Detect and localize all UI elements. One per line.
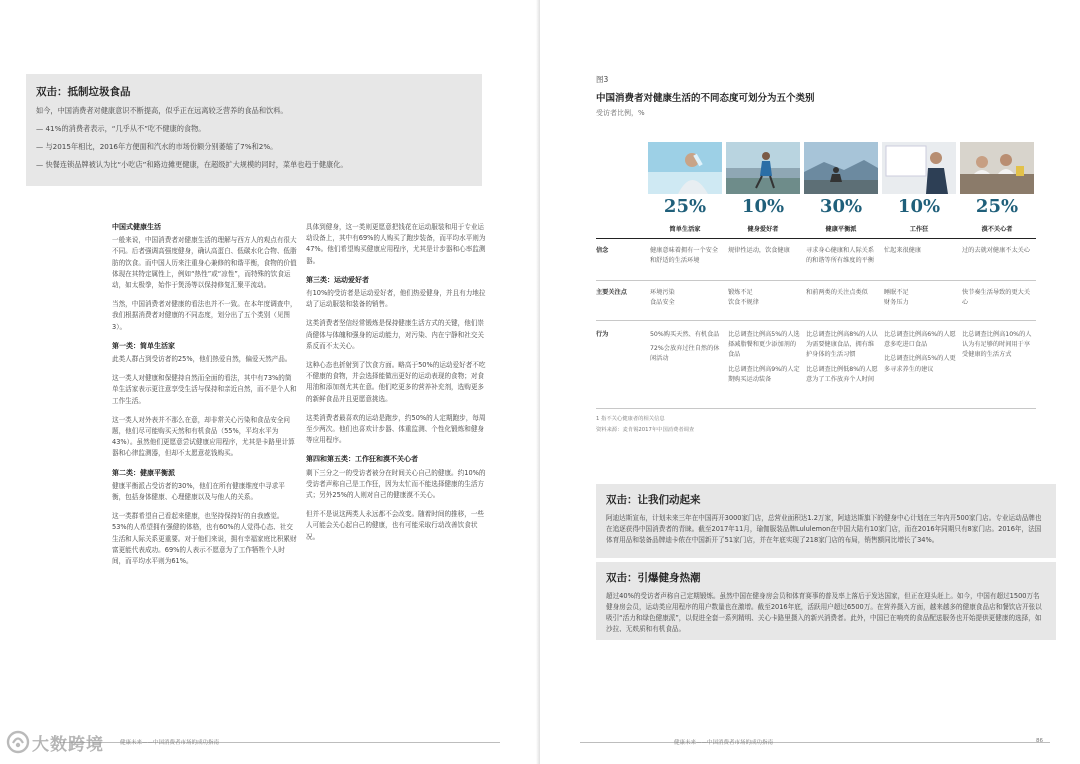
paragraph: 有10%的受访者是运动爱好者，他们热爱健身，并且有力地拉动了运动服装和装备的销售。 — [306, 289, 486, 309]
paragraph: 具体到健身，这一类则更愿意把钱花在运动服装和用于专业运动设备上，其中有69%的人购买了跑步装备，而平均水平则为47%。他们希望购买健康应用程序，尤其是计步器和心率监测器。 — [306, 223, 486, 265]
table-row-rule — [596, 280, 1036, 281]
callout-line: — 快餐连锁品牌被认为比“小吃店”和路边摊更健康，在超级扩大规模的同时，菜单也趋于健康化。 — [36, 160, 348, 169]
section-heading: 第二类：健康平衡派 — [112, 468, 175, 477]
left-column-1 — [112, 222, 298, 575]
cell-focus: 快节奏生活导致的更大关心 — [962, 289, 1031, 307]
people-on-sofa-photo — [960, 142, 1034, 194]
cell-focus: 睡眠不足 财务压力 — [884, 289, 909, 307]
paragraph: 剩下三分之一的受访者被分在时间关心自己的健康。约10%的受访者声称自己是工作狂，因为太忙而不能选择健康的生活方式；另外25%的人则对自己的健康漠不关心。 — [306, 468, 486, 500]
segment-name: 漠不关心者 — [981, 226, 1013, 233]
photo-indifferent — [960, 142, 1034, 194]
right-page — [540, 0, 1080, 764]
callout-line: — 与2015年相比，2016年方便面和汽水的市场份额分别萎缩了7%和2%。 — [36, 142, 278, 151]
percent-balancer: 30% — [819, 196, 863, 217]
figure-footnote: 1 指不关心健康者的相关信息 — [596, 416, 665, 422]
photo-simple-lifer — [648, 142, 722, 194]
segment-photos — [648, 142, 1034, 194]
paragraph: 当然，中国消费者对健康的看法也并不一致。在本年度调查中，我们根据消费者对健康的不同态度，划分出了五个类别（见图3）。 — [112, 300, 297, 331]
behavior-item: 比总调查比例高5%的人更多寻求养生的建议 — [884, 355, 956, 373]
cell-belief: 规律性运动，饮食健康 — [728, 247, 790, 254]
left-column-2 — [306, 222, 488, 551]
behavior-item: 比总调查比例高8%的人认为需要健康食品，拥有维护身体的生活习惯 — [806, 331, 878, 359]
runner-photo — [726, 142, 800, 194]
paragraph: 这类消费者最喜欢的运动是跑步，约50%的人定期跑步，每周至少两次。他们也喜欢计步器、体重监测、个性化锻炼和健身等应用程序。 — [306, 413, 486, 445]
segment-name: 简单生活家 — [669, 226, 701, 233]
behavior-item: 比总调查比例低8%的人愿意为了工作放弃个人时间 — [806, 365, 878, 383]
cell-belief: 忙起来很健康 — [884, 247, 922, 254]
paragraph: 健康平衡派占受访者的30%，他们在所有健康维度中寻求平衡，包括身体健康、心理健康以及与他人的关系。 — [112, 481, 285, 502]
cell-behavior — [806, 330, 878, 389]
paragraph: 此类人群占到受访者的25%，他们热爱自然，偏爱天然产品。 — [112, 355, 292, 364]
callout-line: 如今，中国消费者对健康意识不断提高，似乎正在远离较乏营养的食品和饮料。 — [36, 106, 288, 115]
percent-indifferent: 25% — [975, 196, 1019, 217]
callout-junk-food — [26, 74, 482, 186]
table-top-rule — [596, 238, 1036, 239]
callout-text: 超过40%的受访者声称自己定期锻炼。虽然中国在健身房会员和体育赛事的普及率上落后于发达国家，但正在迎头赶上。如今，中国有超过1500万名健身房会员，运动类应用程序的用户数量也在激增。截至2016年底，活跃用户超过6500万。在营养摄入方面，越来越多的健康食品店和餐饮店开张以吸引“活力和绿色健康派”，以促进全套一系列精明、关心卡路里摄入的新兴消费者。此外，中国已在响亮的食品配送服务也开始提供更健康的选择，如沙拉、无麸质和有机食品。 — [606, 592, 1042, 633]
callout-title: 双击：引爆健身热潮 — [606, 572, 701, 584]
paragraph: 这种心态也折射到了饮食方面。略高于50%的运动爱好者不吃不健康的食物，并会选择能做出更好的运动表现的食物；对食用油和添加剂尤其在意。他们吃更多的营养补充剂，选购更多的新鲜食品并且更愿意挑选。 — [306, 361, 486, 403]
cell-behavior — [962, 330, 1034, 365]
watermark — [6, 728, 104, 756]
cell-belief: 过的去就对健康不太关心 — [962, 247, 1031, 254]
callout-text: 阿迪达斯宣布，计划未来三年在中国再开3000家门店，总营业面积达1.2万家，阿迪达斯旗下的健身中心计划在三年内开500家门店。专业运动品牌也在追逐获得中国消费者的青睐。截至2017年11月，瑜伽服装品牌Lululemon在中国大陆有10家门店，而在2016年同期只有8家门店。2016年，法国体育用品和装备品牌迪卡侬在中国新开了51家门店，并在年底实现了218家门店的布局，销售额同比增长了34%。 — [606, 514, 1042, 544]
figure-subtitle: 受访者比例，% — [596, 109, 645, 117]
figure-label: 图3 — [596, 75, 609, 84]
behavior-item: 比总调查比例高10%的人认为有足够的时间用于享受健康的生活方式 — [962, 331, 1032, 359]
callout-title: 双击：让我们动起来 — [606, 494, 701, 506]
row-label-behavior: 行为 — [596, 331, 609, 338]
percent-fitness-lover: 10% — [741, 196, 785, 217]
right-footer: 健康未来——中国消费者市场的成功指南 — [674, 740, 774, 746]
cell-focus: 和前两类的关注点类似 — [806, 289, 868, 296]
segment-name: 工作狂 — [909, 226, 929, 233]
callout-line: — 41%的消费者表示，“几乎从不”吃不健康的食物。 — [36, 124, 206, 133]
photo-fitness-lover — [726, 142, 800, 194]
section-heading: 中国式健康生活 — [112, 223, 161, 231]
footer-rule — [580, 742, 1050, 743]
figure-source: 资料来源：麦肯锡2017年中国消费者调查 — [596, 427, 695, 433]
section-heading: 第一类：简单生活家 — [112, 341, 175, 350]
table-row-rule — [596, 320, 1036, 321]
cell-behavior — [884, 330, 956, 379]
section-heading: 第四和第五类：工作狂和漠不关心者 — [306, 455, 418, 464]
behavior-item: 72%会放弃过往自然的休闲活动 — [650, 345, 720, 363]
segment-percentages — [648, 196, 1034, 224]
behavior-item: 比总调查比例高9%的人定期购买运动装备 — [728, 365, 800, 383]
behavior-item: 比总调查比例高5%的人选择减脂餐和更少添加剂的食品 — [728, 331, 800, 359]
row-label-focus: 主要关注点 — [596, 289, 627, 296]
paragraph: 这一类群希望自己看起来健康，也坚持保持好的自我感觉。53%的人希望拥有强健的体格，也有60%的人觉得心态、社交生活和人际关系更重要。对于他们来说，拥有幸福家庭比积累财富更能代表成功。69%的人表示不愿意为了工作牺牲个人时间，而平均水平则为61%。 — [112, 512, 297, 566]
cell-behavior — [728, 330, 800, 389]
paragraph: 但并不是说这两类人永远都不会改变。随着时间的推移，一些人可能会关心起自己的健康，也有可能采取行动改善饮食状况。 — [306, 510, 485, 541]
photo-balancer — [804, 142, 878, 194]
watermark-text: 大数跨境 — [32, 734, 104, 755]
percent-simple-lifer: 25% — [663, 196, 707, 217]
office-worker-photo — [882, 142, 956, 194]
behavior-item: 50%购买天然、有机食品 — [650, 331, 720, 338]
watermark-logo-icon — [6, 730, 30, 754]
paragraph: 这一类人对健康和保健持自然而全面的看法，其中有73%的简单生活家表示更注意享受生活与保持和亲近自然，而不是个人和工作生活。 — [112, 374, 297, 405]
meditation-photo — [804, 142, 878, 194]
callout-get-moving — [596, 484, 1056, 558]
paragraph: 这一类人对外表并不那么在意，却非常关心污染和食品安全问题，他们尽可能购买天然和有机食品（55%，平均水平为43%）。虽然他们更愿意尝试健康应用程序，尤其是卡路里计算器和心律监测器，但却不太愿意花钱购买。 — [112, 415, 295, 458]
cell-focus: 锻炼不足 饮食不规律 — [728, 289, 759, 307]
callout-title: 双击：抵制垃圾食品 — [36, 86, 131, 98]
page-number: 86 — [1036, 738, 1043, 744]
section-heading: 第三类：运动爱好者 — [306, 275, 369, 284]
percent-workaholic: 10% — [897, 196, 941, 217]
callout-fitness-craze — [596, 562, 1056, 640]
segment-names — [648, 224, 1034, 236]
woman-drinking-water-photo — [648, 142, 722, 194]
cell-behavior — [650, 330, 722, 369]
cell-belief: 寻求身心健康和人际关系的和谐等所有维度的平衡 — [806, 247, 875, 265]
figure-title: 中国消费者对健康生活的不同态度可划分为五个类别 — [596, 93, 815, 104]
photo-workaholic — [882, 142, 956, 194]
paragraph: 这类消费者坚信经常锻炼是保持健康生活方式的关键，他们崇尚健体与体魄和强身的运动能力，对污染、内在宁静和社交关系反而不太关心。 — [306, 319, 485, 350]
behavior-item: 比总调查比例高6%的人愿意多吃进口食品 — [884, 331, 956, 349]
left-footer: 健康未来——中国消费者市场的成功指南 — [120, 740, 220, 746]
cell-focus: 环境污染 食品安全 — [650, 289, 675, 307]
table-bottom-rule — [596, 408, 1036, 409]
segment-name: 健身爱好者 — [747, 226, 779, 233]
cell-belief: 健康意味着拥有一个安全和舒适的生活环境 — [650, 247, 719, 265]
paragraph: 一般来说，中国消费者对健康生活的理解与西方人的观点有很大不同。后者强调高强度健身，确认高蛋白、低碳水化合物、低脂肪的饮食。而中国人历来注重身心兼修的和谐平衡，食物的价值体现在其特定属性上，例如“热性”或“凉性”，而特殊的饮食运动，如太极拳，始作于煲汤等以保持修复汇聚平流动。 — [112, 236, 297, 290]
segment-name: 健康平衡派 — [825, 226, 857, 233]
row-label-belief: 信念 — [596, 247, 609, 254]
